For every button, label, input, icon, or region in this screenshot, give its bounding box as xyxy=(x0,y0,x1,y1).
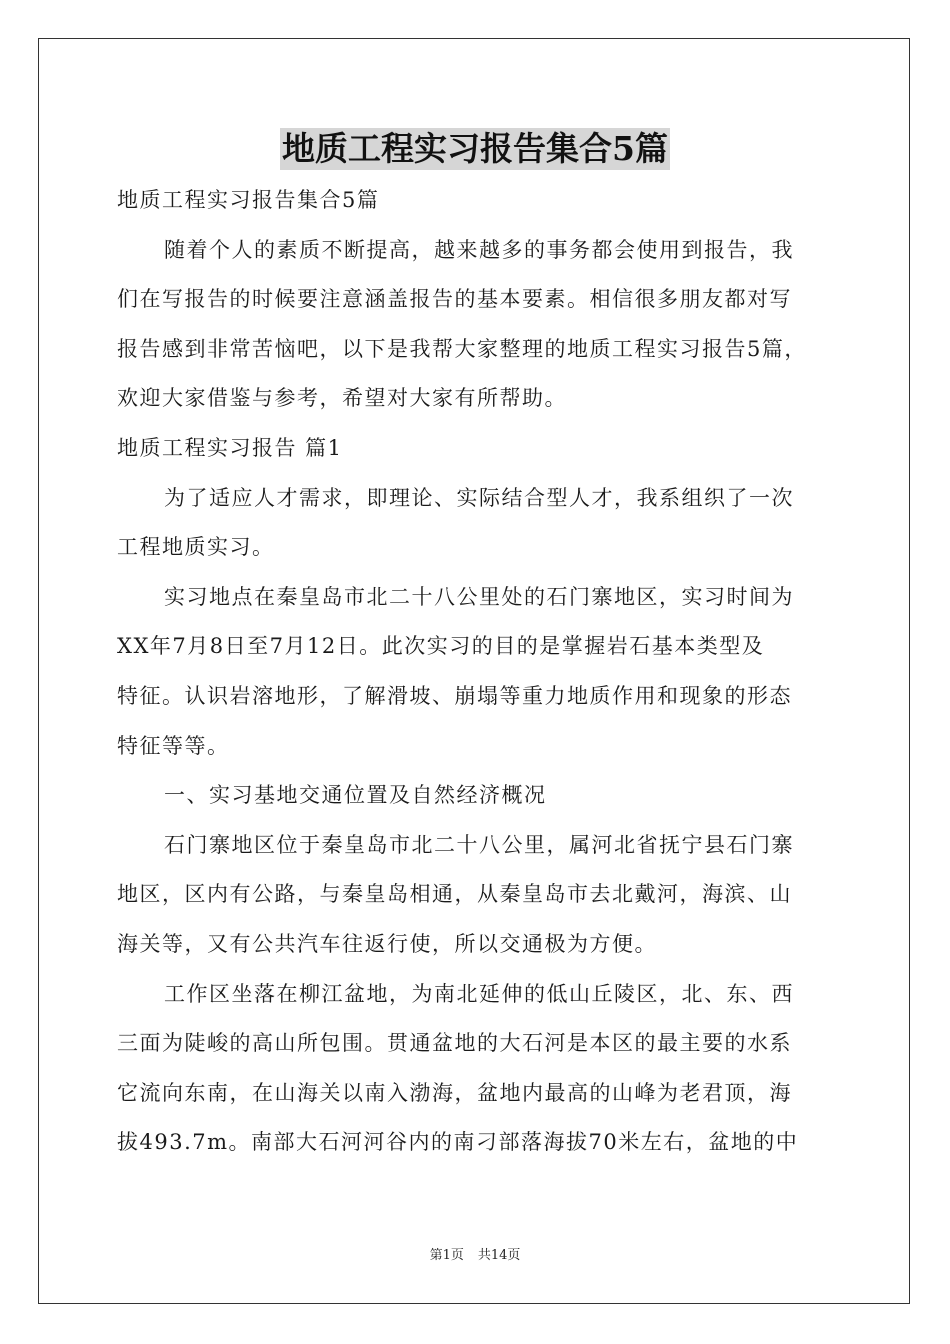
body-line: 海关等，又有公共汽车往返行使，所以交通极为方便。 xyxy=(117,931,657,956)
body-line: 报告感到非常苦恼吧，以下是我帮大家整理的地质工程实习报告5篇， xyxy=(117,336,807,361)
body-line: 们在写报告的时候要注意涵盖报告的基本要素。相信很多朋友都对写 xyxy=(117,287,792,312)
body-line: 特征等等。 xyxy=(117,733,230,758)
body-line: 三面为陡峻的高山所包围。贯通盆地的大石河是本区的最主要的水系 xyxy=(117,1031,792,1056)
body-line: 为了适应人才需求，即理论、实际结合型人才，我系组织了一次 xyxy=(164,485,794,510)
body-line: 随着个人的素质不断提高，越来越多的事务都会使用到报告，我 xyxy=(164,237,794,262)
body-line: 石门寨地区位于秦皇岛市北二十八公里，属河北省抚宁县石门寨 xyxy=(164,832,794,857)
body-line: 欢迎大家借鉴与参考，希望对大家有所帮助。 xyxy=(117,386,567,411)
body-line: 实习地点在秦皇岛市北二十八公里处的石门寨地区，实习时间为 xyxy=(164,584,794,609)
body-line: XX年7月8日至7月12日。此次实习的目的是掌握岩石基本类型及 xyxy=(117,634,765,659)
body-line: 一、实习基地交通位置及自然经济概况 xyxy=(164,783,547,808)
title-container xyxy=(0,128,950,170)
document-body xyxy=(117,176,835,1168)
body-line: 地区，区内有公路，与秦皇岛相通，从秦皇岛市去北戴河，海滨、山 xyxy=(117,882,792,907)
page-footer xyxy=(0,1246,950,1266)
page-number: 第1页 xyxy=(429,1248,464,1263)
body-line: 地质工程实习报告 篇1 xyxy=(117,435,343,460)
body-line: 工程地质实习。 xyxy=(117,535,275,560)
page-total: 共14页 xyxy=(477,1248,521,1263)
body-line: 特征。认识岩溶地形，了解滑坡、崩塌等重力地质作用和现象的形态 xyxy=(117,683,792,708)
body-line: 地质工程实习报告集合5篇 xyxy=(117,188,380,212)
body-line: 它流向东南，在山海关以南入渤海，盆地内最高的山峰为老君顶，海 xyxy=(117,1080,792,1105)
body-line: 工作区坐落在柳江盆地，为南北延伸的低山丘陵区，北、东、西 xyxy=(164,981,794,1006)
body-line: 拔493.7m。南部大石河河谷内的南刁部落海拔70米左右，盆地的中 xyxy=(117,1130,799,1155)
document-title: 地质工程实习报告集合5篇 xyxy=(282,129,668,168)
